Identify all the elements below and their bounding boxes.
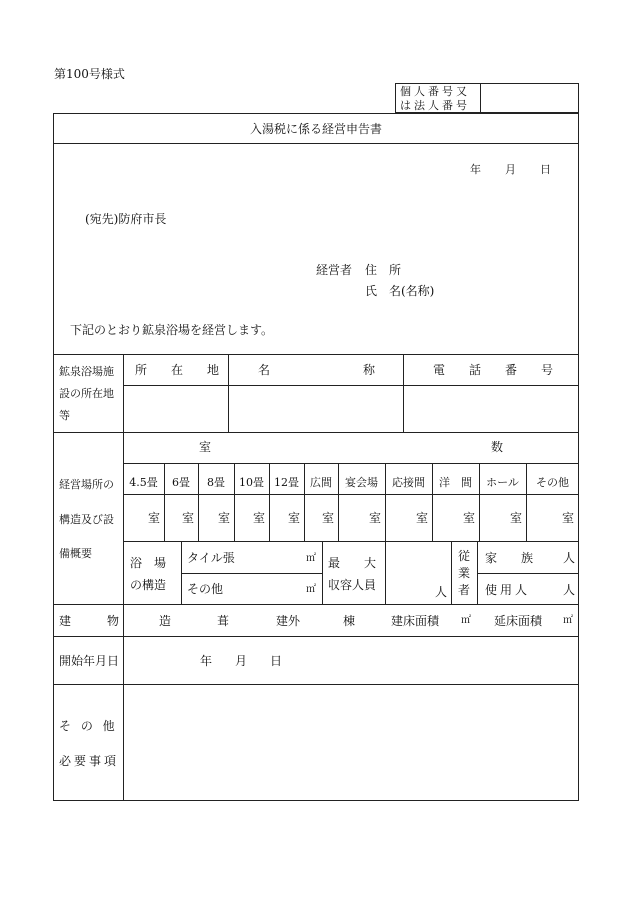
room-unit: 室 — [322, 511, 335, 525]
employees-unit: 人 — [563, 583, 576, 597]
family-unit: 人 — [563, 551, 576, 565]
structure-label-1: 経営場所の — [59, 478, 114, 491]
room-unit: 室 — [218, 511, 231, 525]
room-type: ホール — [486, 476, 519, 489]
applicant-role: 経営者 — [316, 263, 353, 277]
capacity-label-2: 収容人員 — [328, 578, 377, 592]
date-year: 年 — [470, 163, 481, 176]
total-area-unit: ㎡ — [563, 615, 573, 626]
tile-label: タイル張 — [187, 551, 235, 565]
room-unit: 室 — [463, 511, 476, 525]
declaration: 下記のとおり鉱泉浴場を経営します。 — [70, 323, 274, 337]
start-date-day: 日 — [270, 654, 283, 668]
form-number: 第100号様式 — [54, 67, 125, 81]
start-date-month: 月 — [235, 654, 248, 668]
building-mune: 棟 — [343, 614, 356, 628]
other-bath-label: その他 — [187, 582, 224, 596]
floor-area-label: 建床面積 — [391, 614, 440, 628]
room-unit: 室 — [253, 511, 266, 525]
id-number-field[interactable] — [482, 85, 577, 111]
capacity-label-1: 最 大 — [328, 556, 377, 570]
floor-area-unit: ㎡ — [461, 615, 471, 626]
staff-label-1: 従 — [458, 549, 471, 563]
room-unit: 室 — [416, 511, 429, 525]
location-field[interactable] — [125, 388, 226, 430]
building-fuki: 葺 — [217, 614, 230, 628]
staff-label-3: 者 — [458, 583, 471, 597]
date-month: 月 — [505, 163, 516, 176]
room-type: 応接間 — [392, 476, 425, 489]
room-type: 6畳 — [172, 476, 190, 489]
date-day: 日 — [540, 163, 551, 176]
room-unit: 室 — [182, 511, 195, 525]
room-unit: 室 — [148, 511, 161, 525]
structure-label-2: 構造及び設 — [59, 513, 114, 526]
room-unit: 室 — [510, 511, 523, 525]
facility-label-3: 等 — [59, 409, 70, 422]
col-phone: 電 話 番 号 — [433, 363, 554, 377]
rooms-header-right: 数 — [491, 440, 504, 454]
family-label: 家 族 — [485, 551, 534, 565]
facility-name-field[interactable] — [230, 388, 401, 430]
other-area-unit: ㎡ — [306, 584, 316, 595]
employees-label: 使用人 — [485, 583, 531, 597]
other-label-2: 必要事項 — [59, 754, 120, 768]
room-type: 洋 間 — [439, 476, 472, 489]
room-unit: 室 — [288, 511, 301, 525]
facility-label-1: 鉱泉浴場施 — [59, 365, 114, 378]
id-label-line2: は法人番号 — [400, 99, 470, 112]
name-label: 氏 名(名称) — [365, 284, 435, 298]
room-type: 4.5畳 — [129, 476, 158, 489]
room-unit: 室 — [562, 511, 575, 525]
room-type: 8畳 — [207, 476, 225, 489]
start-date-year: 年 — [200, 654, 213, 668]
form-title: 入湯税に係る経営申告書 — [249, 122, 382, 136]
phone-field[interactable] — [405, 388, 577, 430]
bath-label-1: 浴 場 — [130, 556, 167, 570]
room-unit: 室 — [369, 511, 382, 525]
building-label: 建 物 — [59, 614, 120, 628]
capacity-unit: 人 — [435, 585, 448, 599]
room-type: 12畳 — [274, 476, 299, 489]
tile-area-unit: ㎡ — [306, 553, 316, 564]
room-type: 10畳 — [239, 476, 264, 489]
id-label-line1: 個人番号又 — [400, 85, 470, 98]
recipient: (宛先)防府市長 — [85, 212, 167, 226]
start-date-label: 開始年月日 — [59, 654, 120, 668]
bath-label-2: の構造 — [130, 578, 167, 592]
room-type: その他 — [536, 476, 569, 489]
col-name-1: 名 — [258, 363, 271, 377]
rooms-header-left: 室 — [199, 440, 212, 454]
facility-label-2: 設の所在地 — [59, 387, 114, 400]
structure-label-3: 備概要 — [59, 547, 92, 560]
other-matters-field[interactable] — [126, 688, 576, 798]
address-label: 住 所 — [365, 263, 402, 277]
other-label-1: そ の 他 — [59, 719, 118, 733]
room-type: 広間 — [310, 476, 332, 489]
total-area-label: 延床面積 — [494, 614, 543, 628]
building-outside: 建外 — [276, 614, 301, 628]
room-types-row — [123, 474, 579, 490]
staff-label-2: 業 — [458, 566, 471, 580]
building-zou: 造 — [159, 614, 172, 628]
col-location: 所 在 地 — [135, 363, 220, 377]
room-type: 宴会場 — [345, 476, 378, 489]
col-name-2: 称 — [363, 363, 376, 377]
